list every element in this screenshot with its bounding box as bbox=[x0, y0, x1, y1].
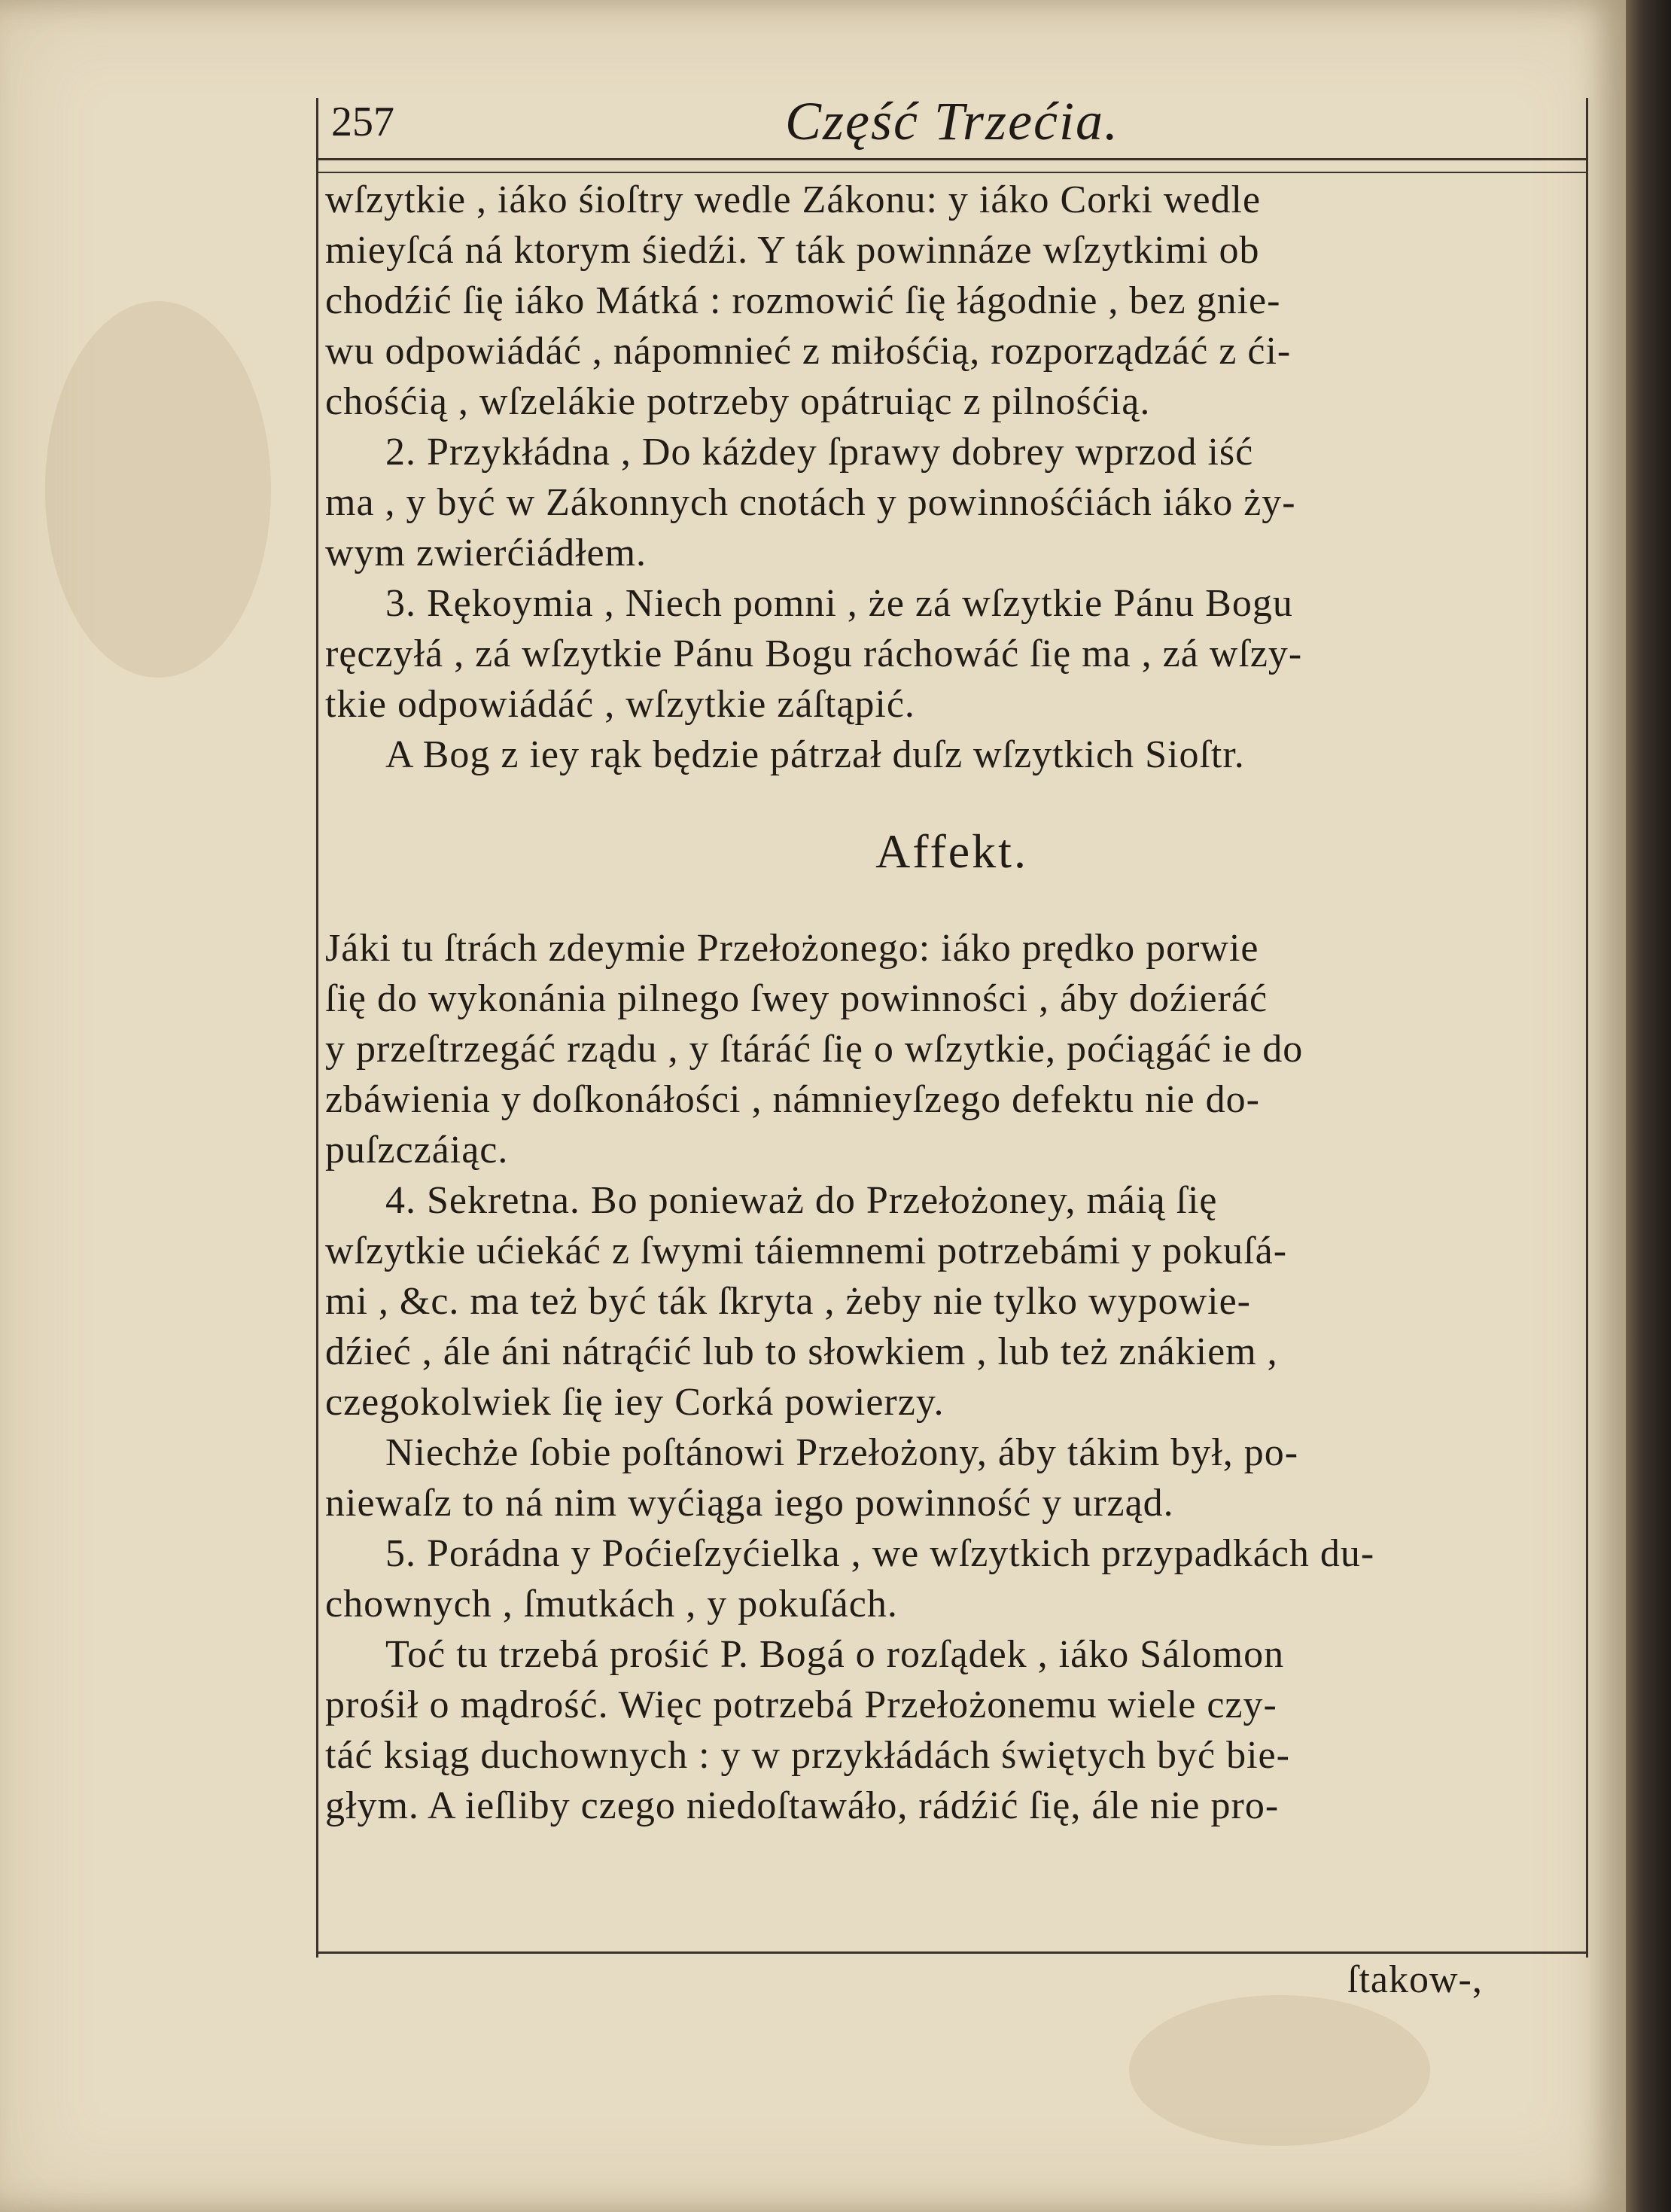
spacer bbox=[325, 780, 1578, 803]
text-line: wym zwierćiádłem. bbox=[325, 532, 647, 574]
text-line: wſzytkie ućiekáć z ſwymi táiemnemi potrzebámi y pokuſá- bbox=[325, 1229, 1288, 1272]
text-line: y przeſtrzegáć rządu , y ſtáráć ſię o wſzytkie, poćiągáć ie do bbox=[325, 1028, 1304, 1071]
text-line: chownych , ſmutkách , y pokuſách. bbox=[325, 1583, 898, 1625]
page-header bbox=[331, 83, 1573, 151]
header-rule bbox=[316, 158, 1588, 160]
page-number: 257 bbox=[331, 99, 394, 145]
text-line: czegokolwiek ſię iey Corká powierzy. bbox=[325, 1381, 945, 1424]
paper-stain bbox=[1129, 1995, 1430, 2146]
text-line: zbáwienia y doſkonáłości , námnieyſzego defektu nie do- bbox=[325, 1078, 1260, 1121]
text-line: Niechże ſobie poſtánowi Przełożony, áby tákim był, po- bbox=[385, 1431, 1299, 1474]
page-body bbox=[325, 175, 1578, 1831]
text-block-b bbox=[325, 923, 1578, 1831]
text-line: dźieć , ále áni nátrąćić lub to słowkiem , lub też znákiem , bbox=[325, 1330, 1278, 1373]
text-line: ſię do wykonánia pilnego ſwey powinności , áby doźieráć bbox=[325, 977, 1268, 1020]
text-block-a bbox=[325, 175, 1578, 780]
text-line: mieyſcá ná ktorym śiedźi. Y ták powinnáze wſzytkimi ob bbox=[325, 229, 1260, 272]
text-line: tkie odpowiádáć , wſzytkie záſtąpić. bbox=[325, 683, 915, 726]
text-line: Jáki tu ſtrách zdeymie Przełożonego: iáko prędko porwie bbox=[325, 927, 1259, 970]
text-line: 4. Sekretna. Bo ponieważ do Przełożoney, máią ſię bbox=[385, 1179, 1218, 1222]
header-rule-thin bbox=[316, 172, 1588, 173]
text-line: głym. A ieſliby czego niedoſtawáło, rádźić ſię, ále nie pro- bbox=[325, 1784, 1280, 1827]
text-line: chodźić ſię iáko Mátká : rozmowić ſię łágodnie , bez gnie- bbox=[325, 279, 1281, 322]
text-line: mi , &c. ma też być ták ſkryta , żeby nie tylko wypowie- bbox=[325, 1280, 1251, 1323]
paper-stain bbox=[45, 301, 271, 678]
footer-rule bbox=[316, 1951, 1588, 1954]
text-line: Toć tu trzebá prośić P. Bogá o rozſądek , iáko Sálomon bbox=[385, 1633, 1285, 1676]
book-spine bbox=[1626, 0, 1671, 2212]
text-line: ma , y być w Zákonnych cnotách y powinnośćiách iáko ży- bbox=[325, 481, 1296, 524]
text-line: 3. Rękoymia , Niech pomni , że zá wſzytkie Pánu Bogu bbox=[385, 582, 1293, 625]
text-line: niewaſz to ná nim wyćiąga iego powinność y urząd. bbox=[325, 1482, 1174, 1525]
text-line: 2. Przykłádna , Do káżdey ſprawy dobrey wprzod iść bbox=[385, 431, 1254, 474]
text-line: wu odpowiádáć , nápomnieć z miłośćią, rozporządzáć z ći- bbox=[325, 330, 1292, 373]
text-line: chośćią , wſzelákie potrzeby opátruiąc z pilnośćią. bbox=[325, 380, 1151, 423]
section-heading: Affekt. bbox=[875, 824, 1028, 878]
text-line: 5. Porádna y Poćieſzyćielka , we wſzytkich przypadkách du- bbox=[385, 1532, 1375, 1575]
text-line: táć ksiąg duchownych : y w przykłádách świętych być bie- bbox=[325, 1734, 1290, 1777]
text-line: wſzytkie , iáko śioſtry wedle Zákonu: y iáko Corki wedle bbox=[325, 178, 1262, 221]
text-line: ręczyłá , zá wſzytkie Pánu Bogu ráchowáć ſię ma , zá wſzy- bbox=[325, 632, 1303, 675]
text-line: puſzczáiąc. bbox=[325, 1129, 509, 1172]
catchword: ſtakow-, bbox=[1347, 1958, 1483, 2001]
text-line: prośił o mądrość. Więc potrzebá Przełożonemu wiele czy- bbox=[325, 1683, 1277, 1726]
spacer bbox=[325, 900, 1578, 923]
running-head: Część Trzećia. bbox=[784, 91, 1119, 151]
text-line: A Bog z iey rąk będzie pátrzał duſz wſzytkich Sioſtr. bbox=[385, 733, 1245, 776]
